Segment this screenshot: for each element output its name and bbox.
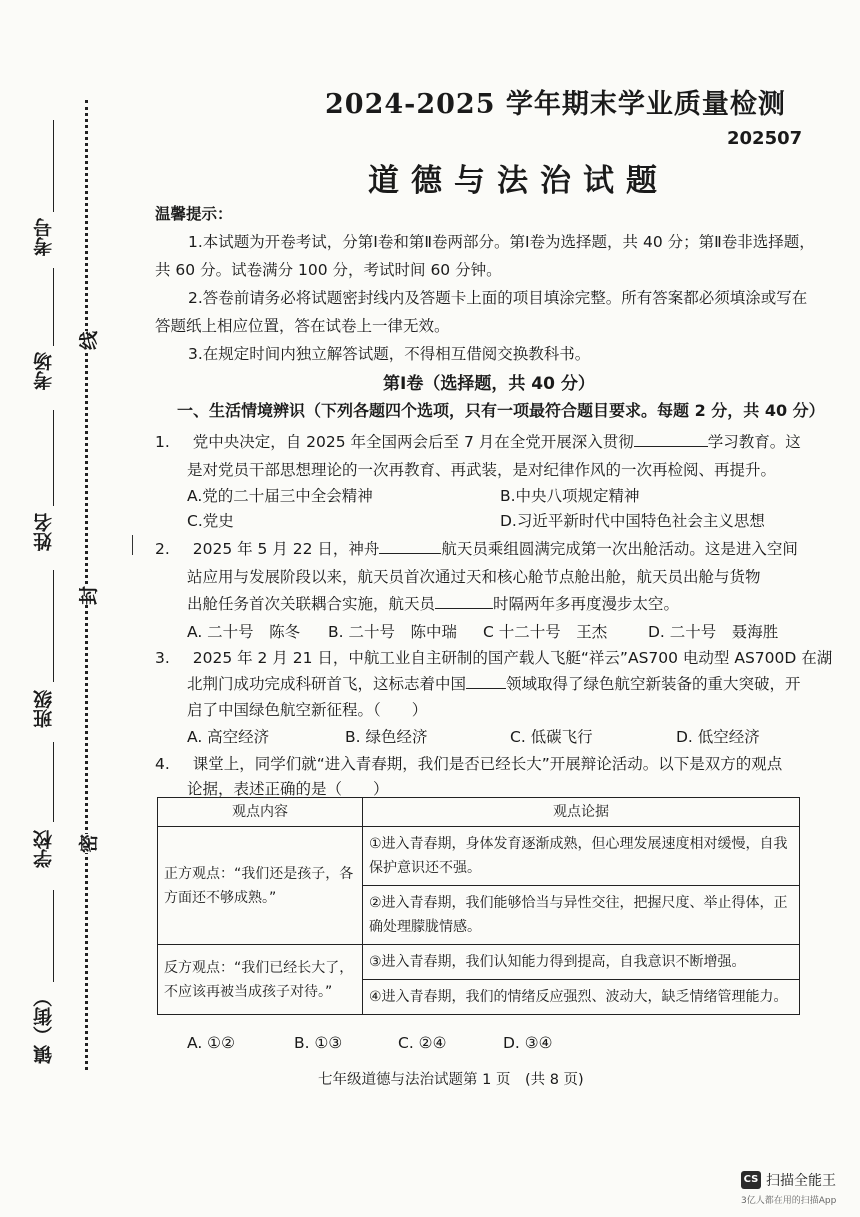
exam-code: 202507 — [727, 128, 803, 149]
answer-blank — [634, 445, 708, 447]
exam-title: 2024-2025 学年期末学业质量检测 — [325, 89, 786, 120]
option-c: C 十二十号 王杰 — [483, 623, 608, 641]
option-d: D. 二十号 聂海胜 — [648, 623, 779, 641]
question-text: 领域取得了绿色航空新装备的重大突破，开 — [506, 675, 801, 693]
question-text: 学习教育。这 — [707, 433, 801, 451]
fill-line-school — [53, 742, 54, 822]
camscanner-name: 扫描全能王 — [766, 1173, 836, 1189]
argument-cell: ③进入青春期，我们认知能力得到提高，自我意识不断增强。 — [363, 945, 800, 980]
question-text: 北荆门成功完成科研首飞，这标志着中国 — [187, 675, 467, 693]
part-one-heading: 一、生活情境辨识（下列各题四个选项，只有一项最符合题目要求。每题 2 分，共 40 分） — [177, 401, 825, 420]
question-number: 3. — [155, 649, 170, 667]
question-4 — [155, 752, 782, 774]
option-b: B. ①③ — [294, 1034, 343, 1052]
question-text: 论据，表述正确的是（ ） — [187, 780, 389, 798]
question-number: 1. — [155, 433, 170, 451]
question-text: 出舱任务首次关联耦合实施，航天员 — [187, 595, 436, 613]
question-text-line — [187, 592, 679, 614]
fill-line-school-2 — [53, 890, 54, 982]
option-b: B. 二十号 陈中瑞 — [328, 623, 457, 641]
question-3 — [155, 646, 832, 668]
question-number: 2. — [155, 540, 170, 558]
camscanner-tagline: 3亿人都在用的扫描App — [741, 1196, 837, 1206]
option-a: A. ①② — [187, 1034, 235, 1052]
option-c: C. ②④ — [398, 1034, 447, 1052]
con-view-cell: 反方观点：“我们已经长大了，不应该再被当成孩子对待。” — [158, 945, 363, 1015]
answer-blank — [379, 552, 441, 554]
scan-mark — [132, 535, 133, 555]
option-a: A.党的二十届三中全会精神 — [187, 487, 373, 505]
question-text: 2025 年 5 月 22 日，神舟 — [192, 540, 380, 558]
question-text: 航天员乘组圆满完成第一次出舱活动。这是进入空间 — [441, 540, 798, 558]
seal-char-xian: 线 — [72, 331, 103, 350]
subject-title: 道德与法治试题 — [368, 163, 669, 199]
label-class: 班级 — [33, 690, 55, 728]
label-school: 学校 — [33, 830, 55, 868]
notice-line-1: 1.本试题为开卷考试，分第Ⅰ卷和第Ⅱ卷两部分。第Ⅰ卷为选择题，共 40 分；第Ⅱ卷非选择题， — [188, 233, 815, 251]
answer-blank — [466, 687, 506, 689]
label-name: 姓名 — [33, 513, 55, 551]
option-a: A. 高空经济 — [187, 728, 270, 746]
table-header-row — [158, 798, 800, 827]
option-a: A. 二十号 陈冬 — [187, 623, 301, 641]
answer-blank — [435, 607, 493, 609]
argument-cell: ①进入青春期，身体发育逐渐成熟，但心理发展速度相对缓慢，自我保护意识还不强。 — [363, 827, 800, 886]
option-b: B. 绿色经济 — [345, 728, 428, 746]
table-row — [158, 945, 800, 980]
option-d: D. ③④ — [503, 1034, 553, 1052]
table-header: 观点论据 — [363, 798, 800, 827]
argument-cell: ②进入青春期，我们能够恰当与异性交往，把握尺度、举止得体，正确处理朦胧情感。 — [363, 886, 800, 945]
page-footer: 七年级道德与法治试题第 1 页 (共 8 页) — [318, 1072, 584, 1088]
camscanner-logo: CS — [741, 1171, 761, 1189]
fill-line-class — [53, 570, 54, 682]
question-text: 站应用与发展阶段以来，航天员首次通过天和核心舱节点舱出舱，航天员出舱与货物 — [187, 568, 761, 586]
fill-line-exam-room — [53, 268, 54, 346]
question-text: 2025 年 2 月 21 日，中航工业自主研制的国产载人飞艇“祥云”AS700 电动型 AS700D 在湖 — [192, 649, 833, 667]
question-text: 时隔两年多再度漫步太空。 — [493, 595, 680, 613]
option-d: D.习近平新时代中国特色社会主义思想 — [500, 512, 765, 530]
pro-view-cell: 正方观点：“我们还是孩子，各方面还不够成熟。” — [158, 827, 363, 945]
question-text: 是对党员干部思想理论的一次再教育、再武装，是对纪律作风的一次再检阅、再提升。 — [187, 461, 777, 479]
seal-char-feng: 封 — [72, 586, 103, 605]
question-number: 4. — [155, 755, 170, 773]
notice-line-1b: 共 60 分。试卷满分 100 分，考试时间 60 分钟。 — [155, 261, 502, 279]
option-c: C.党史 — [187, 512, 234, 530]
label-exam-number: 考号 — [33, 218, 55, 256]
option-c: C. 低碳飞行 — [510, 728, 593, 746]
label-town: 镇（街） — [33, 988, 55, 1064]
question-1 — [155, 430, 801, 452]
section-title: 第Ⅰ卷（选择题，共 40 分） — [383, 374, 595, 394]
seal-char-mi: 密 — [72, 834, 103, 853]
notice-line-3: 3.在规定时间内独立解答试题，不得相互借阅交换教科书。 — [188, 345, 591, 363]
debate-table — [157, 797, 800, 1015]
option-d: D. 低空经济 — [676, 728, 760, 746]
notice-heading: 温馨提示： — [155, 205, 233, 223]
notice-line-2: 2.答卷前请务必将试题密封线内及答题卡上面的项目填涂完整。所有答案都必须填涂或写在 — [188, 289, 808, 307]
label-exam-room: 考场 — [33, 352, 55, 390]
fill-line-exam-number — [53, 120, 54, 212]
argument-cell: ④进入青春期，我们的情绪反应强烈、波动大，缺乏情绪管理能力。 — [363, 980, 800, 1015]
question-text: 课堂上，同学们就“进入青春期，我们是否已经长大”开展辩论活动。以下是双方的观点 — [192, 755, 783, 773]
table-header: 观点内容 — [158, 798, 363, 827]
question-text: 启了中国绿色航空新征程。（ ） — [187, 701, 428, 719]
question-2 — [155, 537, 798, 559]
fill-line-name — [53, 410, 54, 506]
question-text-line — [187, 672, 801, 694]
question-text: 党中央决定，自 2025 年全国两会后至 7 月在全党开展深入贯彻 — [192, 433, 634, 451]
notice-line-2b: 答题纸上相应位置，答在试卷上一律无效。 — [155, 317, 450, 335]
table-row — [158, 827, 800, 886]
option-b: B.中央八项规定精神 — [500, 487, 640, 505]
